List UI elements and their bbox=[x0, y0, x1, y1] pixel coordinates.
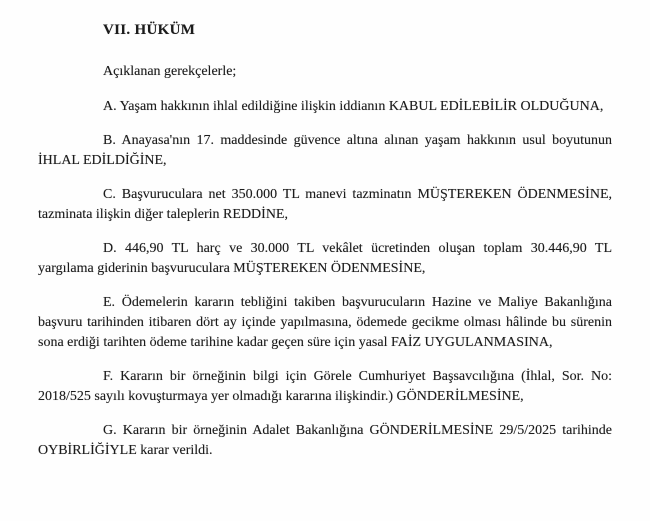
ruling-item-g: G. Kararın bir örneğinin Adalet Bakanlığına GÖNDERİLMESİNE 29/5/2025 tarihinde OYBİRLİĞİYLE karar verildi. bbox=[38, 423, 612, 458]
intro-line: Açıklanan gerekçelerle; bbox=[103, 64, 237, 79]
ruling-item-a: A. Yaşam hakkının ihlal edildiğine ilişkin iddianın KABUL EDİLEBİLİR OLDUĞUNA, bbox=[103, 99, 604, 114]
ruling-item-c: C. Başvuruculara net 350.000 TL manevi tazminatın MÜŞTEREKEN ÖDENMESİNE, tazminata ilişkin diğer taleplerin REDDİNE, bbox=[38, 187, 612, 222]
ruling-item-d: D. 446,90 TL harç ve 30.000 TL vekâlet ücretinden oluşan toplam 30.446,90 TL yargılama giderinin başvuruculara MÜŞTEREKEN ÖDENMESİNE, bbox=[38, 241, 612, 276]
section-heading: VII. HÜKÜM bbox=[103, 22, 196, 38]
ruling-item-f: F. Kararın bir örneğinin bilgi için Görele Cumhuriyet Başsavcılığına (İhlal, Sor. No: 2018/525 sayılı kovuşturmaya yer olmadığı kararına ilişkindir.) GÖNDERİLMESİNE, bbox=[38, 369, 612, 404]
ruling-item-e: E. Ödemelerin kararın tebliğini takiben başvurucuların Hazine ve Maliye Bakanlığına başvuru tarihinden itibaren dört ay içinde yapılmasına, ödemede gecikme olması hâlinde bu sürenin sona erdiği tarihten ödeme tarihine kadar geçen süre için yasal FAİZ UYGULANMASINA, bbox=[38, 295, 612, 350]
ruling-item-b: B. Anayasa'nın 17. maddesinde güvence altına alınan yaşam hakkının usul boyutunun İHLAL EDİLDİĞİNE, bbox=[38, 133, 612, 168]
